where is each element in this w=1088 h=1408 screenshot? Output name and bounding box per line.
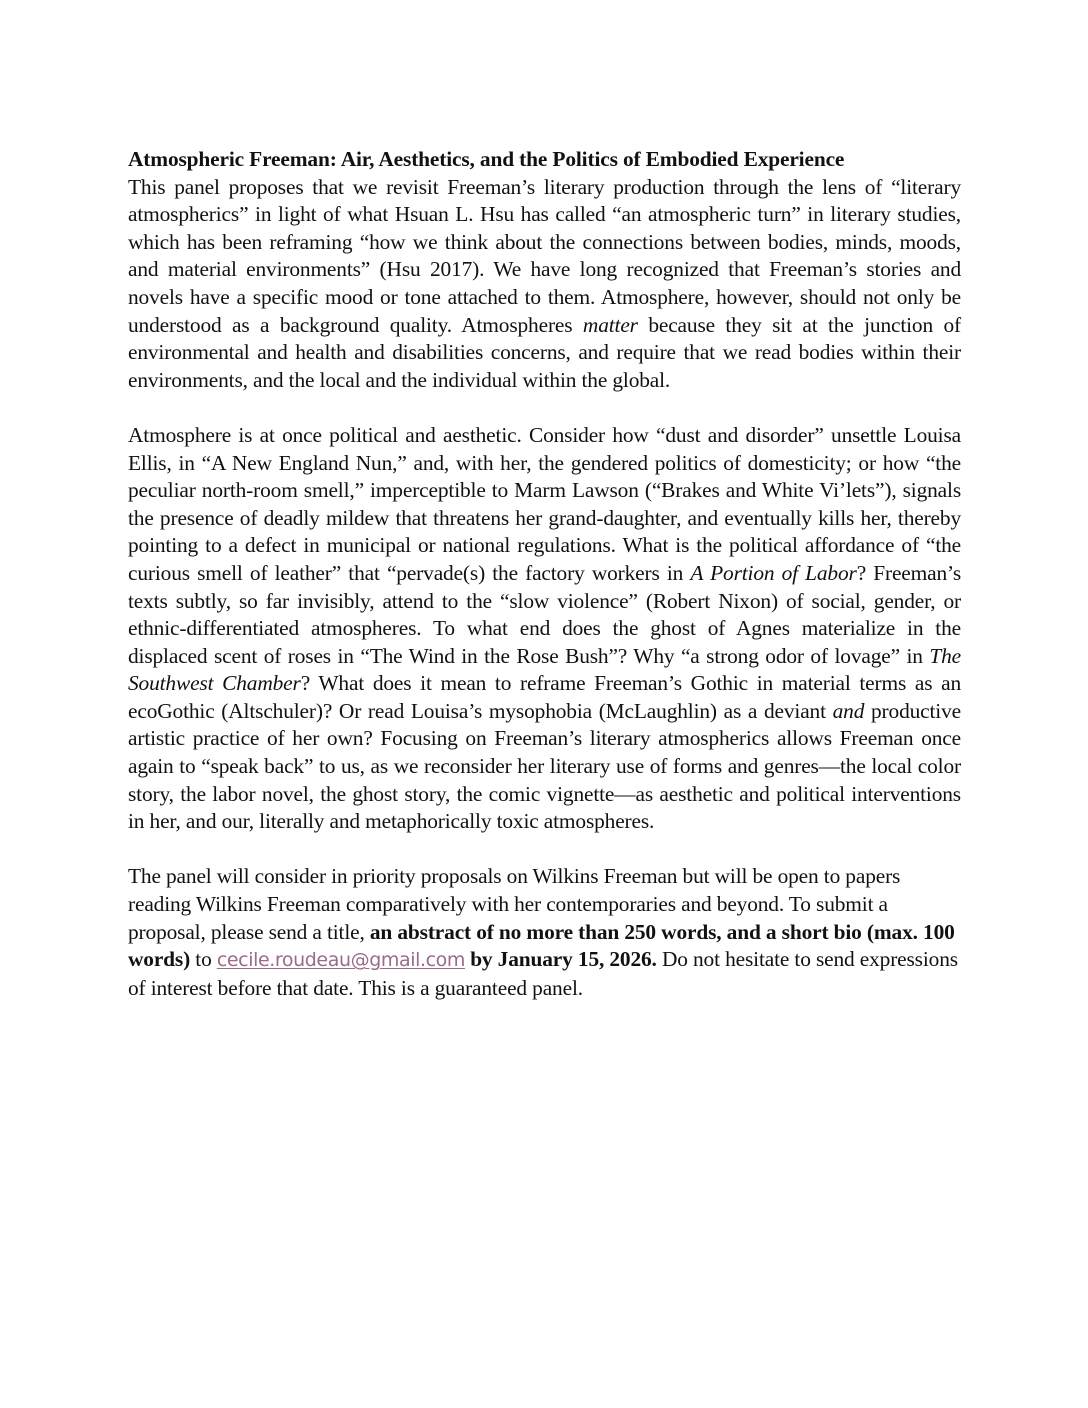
paragraph-gap xyxy=(128,836,961,864)
book-title: A Portion of Labor xyxy=(690,560,857,585)
text: Atmosphere is at once political and aesthetic. Consider how “dust and disorder” unsettle Louisa Ellis, in “A New England Nun,” and, with her, the gendered politics of domesticity; or how “the peculiar north-room smell,” imperceptible to Marm Lawson (“Brakes and White Vi’lets”), signals the presence of deadly mildew that threatens her grand-daughter, and eventually kills her, thereby pointing to a defect in municipal or national regulations. What is the political affordance of “the curious smell of leather” that “pervade(s) the factory workers in xyxy=(128,422,961,585)
document-page xyxy=(128,146,961,1002)
text: to xyxy=(190,947,217,972)
document-title: Atmospheric Freeman: Air, Aesthetics, and the Politics of Embodied Experience xyxy=(128,147,845,171)
emphasis: matter xyxy=(582,312,638,337)
deadline: by January 15, 2026. xyxy=(470,947,657,972)
email-link[interactable]: cecile.roudeau@gmail.com xyxy=(216,949,465,972)
submission-requirements: an abstract of no more than 250 words, and a short bio (max. 100 words) xyxy=(128,919,955,972)
paragraph-intro xyxy=(128,174,961,395)
paragraph-submission xyxy=(128,863,961,1002)
text: The panel will consider in priority proposals on Wilkins Freeman but will be open to papers reading Wilkins Freeman comparatively with her contemporaries and beyond. To submit a proposal, please send a title, xyxy=(128,864,901,944)
paragraph-gap xyxy=(128,394,961,422)
text: This panel proposes that we revisit Freeman’s literary production through the lens of “literary atmospherics” in light of what Hsuan L. Hsu has called “an atmospheric turn” in literary studies, which has been reframing “how we think about the connections between bodies, minds, moods, and material environments” (Hsu 2017). We have long recognized that Freeman’s stories and novels have a specific mood or tone attached to them. Atmosphere, however, should not only be understood as a background quality. Atmospheres xyxy=(128,174,961,337)
book-title: The Southwest Chamber xyxy=(128,643,961,696)
paragraph-examples xyxy=(128,422,961,836)
text: productive artistic practice of her own? Focusing on Freeman’s literary atmospherics allows Freeman once again to “speak back” to us, as we reconsider her literary use of forms and genres—the local color story, the labor novel, the ghost story, the comic vignette—as aesthetic and political interventions in her, and our, literally and metaphorically toxic atmospheres. xyxy=(128,698,961,834)
emphasis: and xyxy=(832,698,865,723)
text: because they sit at the junction of environmental and health and disabilities concerns, and require that we read bodies within their environments, and the local and the individual within the global. xyxy=(128,312,961,392)
text: Do not hesitate to send expressions of interest before that date. This is a guaranteed panel. xyxy=(128,947,958,1000)
text: ? What does it mean to reframe Freeman’s Gothic in material terms as an ecoGothic (Altschuler)? Or read Louisa’s mysophobia (McLaughlin) as a deviant xyxy=(128,671,961,723)
text: ? Freeman’s texts subtly, so far invisibly, attend to the “slow violence” (Robert Nixon) of social, gender, or ethnic-differentiated atmospheres. To what end does the ghost of Agnes materialize in the displaced scent of roses in “The Wind in the Rose Bush”? Why “a strong odor of lovage” in xyxy=(128,560,961,668)
